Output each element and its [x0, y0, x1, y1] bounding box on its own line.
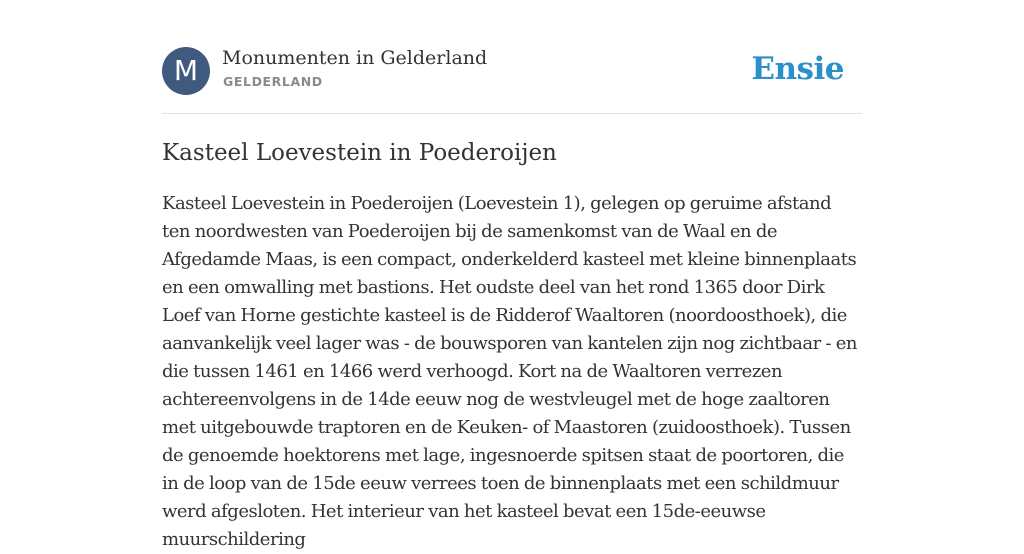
- brand-logo[interactable]: Ensie: [751, 51, 844, 87]
- collection-title[interactable]: Monumenten in Gelderland: [222, 47, 488, 69]
- article-title: Kasteel Loevestein in Poederoijen: [162, 140, 557, 166]
- header-divider: [162, 113, 862, 114]
- avatar[interactable]: M: [162, 47, 210, 95]
- collection-subtitle[interactable]: GELDERLAND: [223, 74, 323, 89]
- article-body: Kasteel Loevestein in Poederoijen (Loevestein 1), gelegen op geruime afstand ten noordwesten van Poederoijen bij de samenkomst van de Waal en de Afgedamde Maas, is een compact, onderkelderd kasteel met kleine binnenplaats en een omwalling met bastions. Het oudste deel van het rond 1365 door Dirk Loef van Horne gestichte kasteel is de Ridderof Waaltoren (noordoosthoek), die aanvankelijk veel lager was - de bouwsporen van kantelen zijn nog zichtbaar - en die tussen 1461 en 1466 werd verhoogd. Kort na de Waaltoren verrezen achtereenvolgens in de 14de eeuw nog de westvleugel met de hoge zaaltoren met uitgebouwde traptoren en de Keuken- of Maastoren (zuidoosthoek). Tussen de genoemde hoektorens met lage, ingesnoerde spitsen staat de poortoren, die in de loop van de 15de eeuw verrees toen de binnenplaats met een schildmuur werd afgesloten. Het interieur van het kasteel bevat een 15de-eeuwse muurschildering: [162, 193, 857, 550]
- collection-header: [162, 46, 862, 96]
